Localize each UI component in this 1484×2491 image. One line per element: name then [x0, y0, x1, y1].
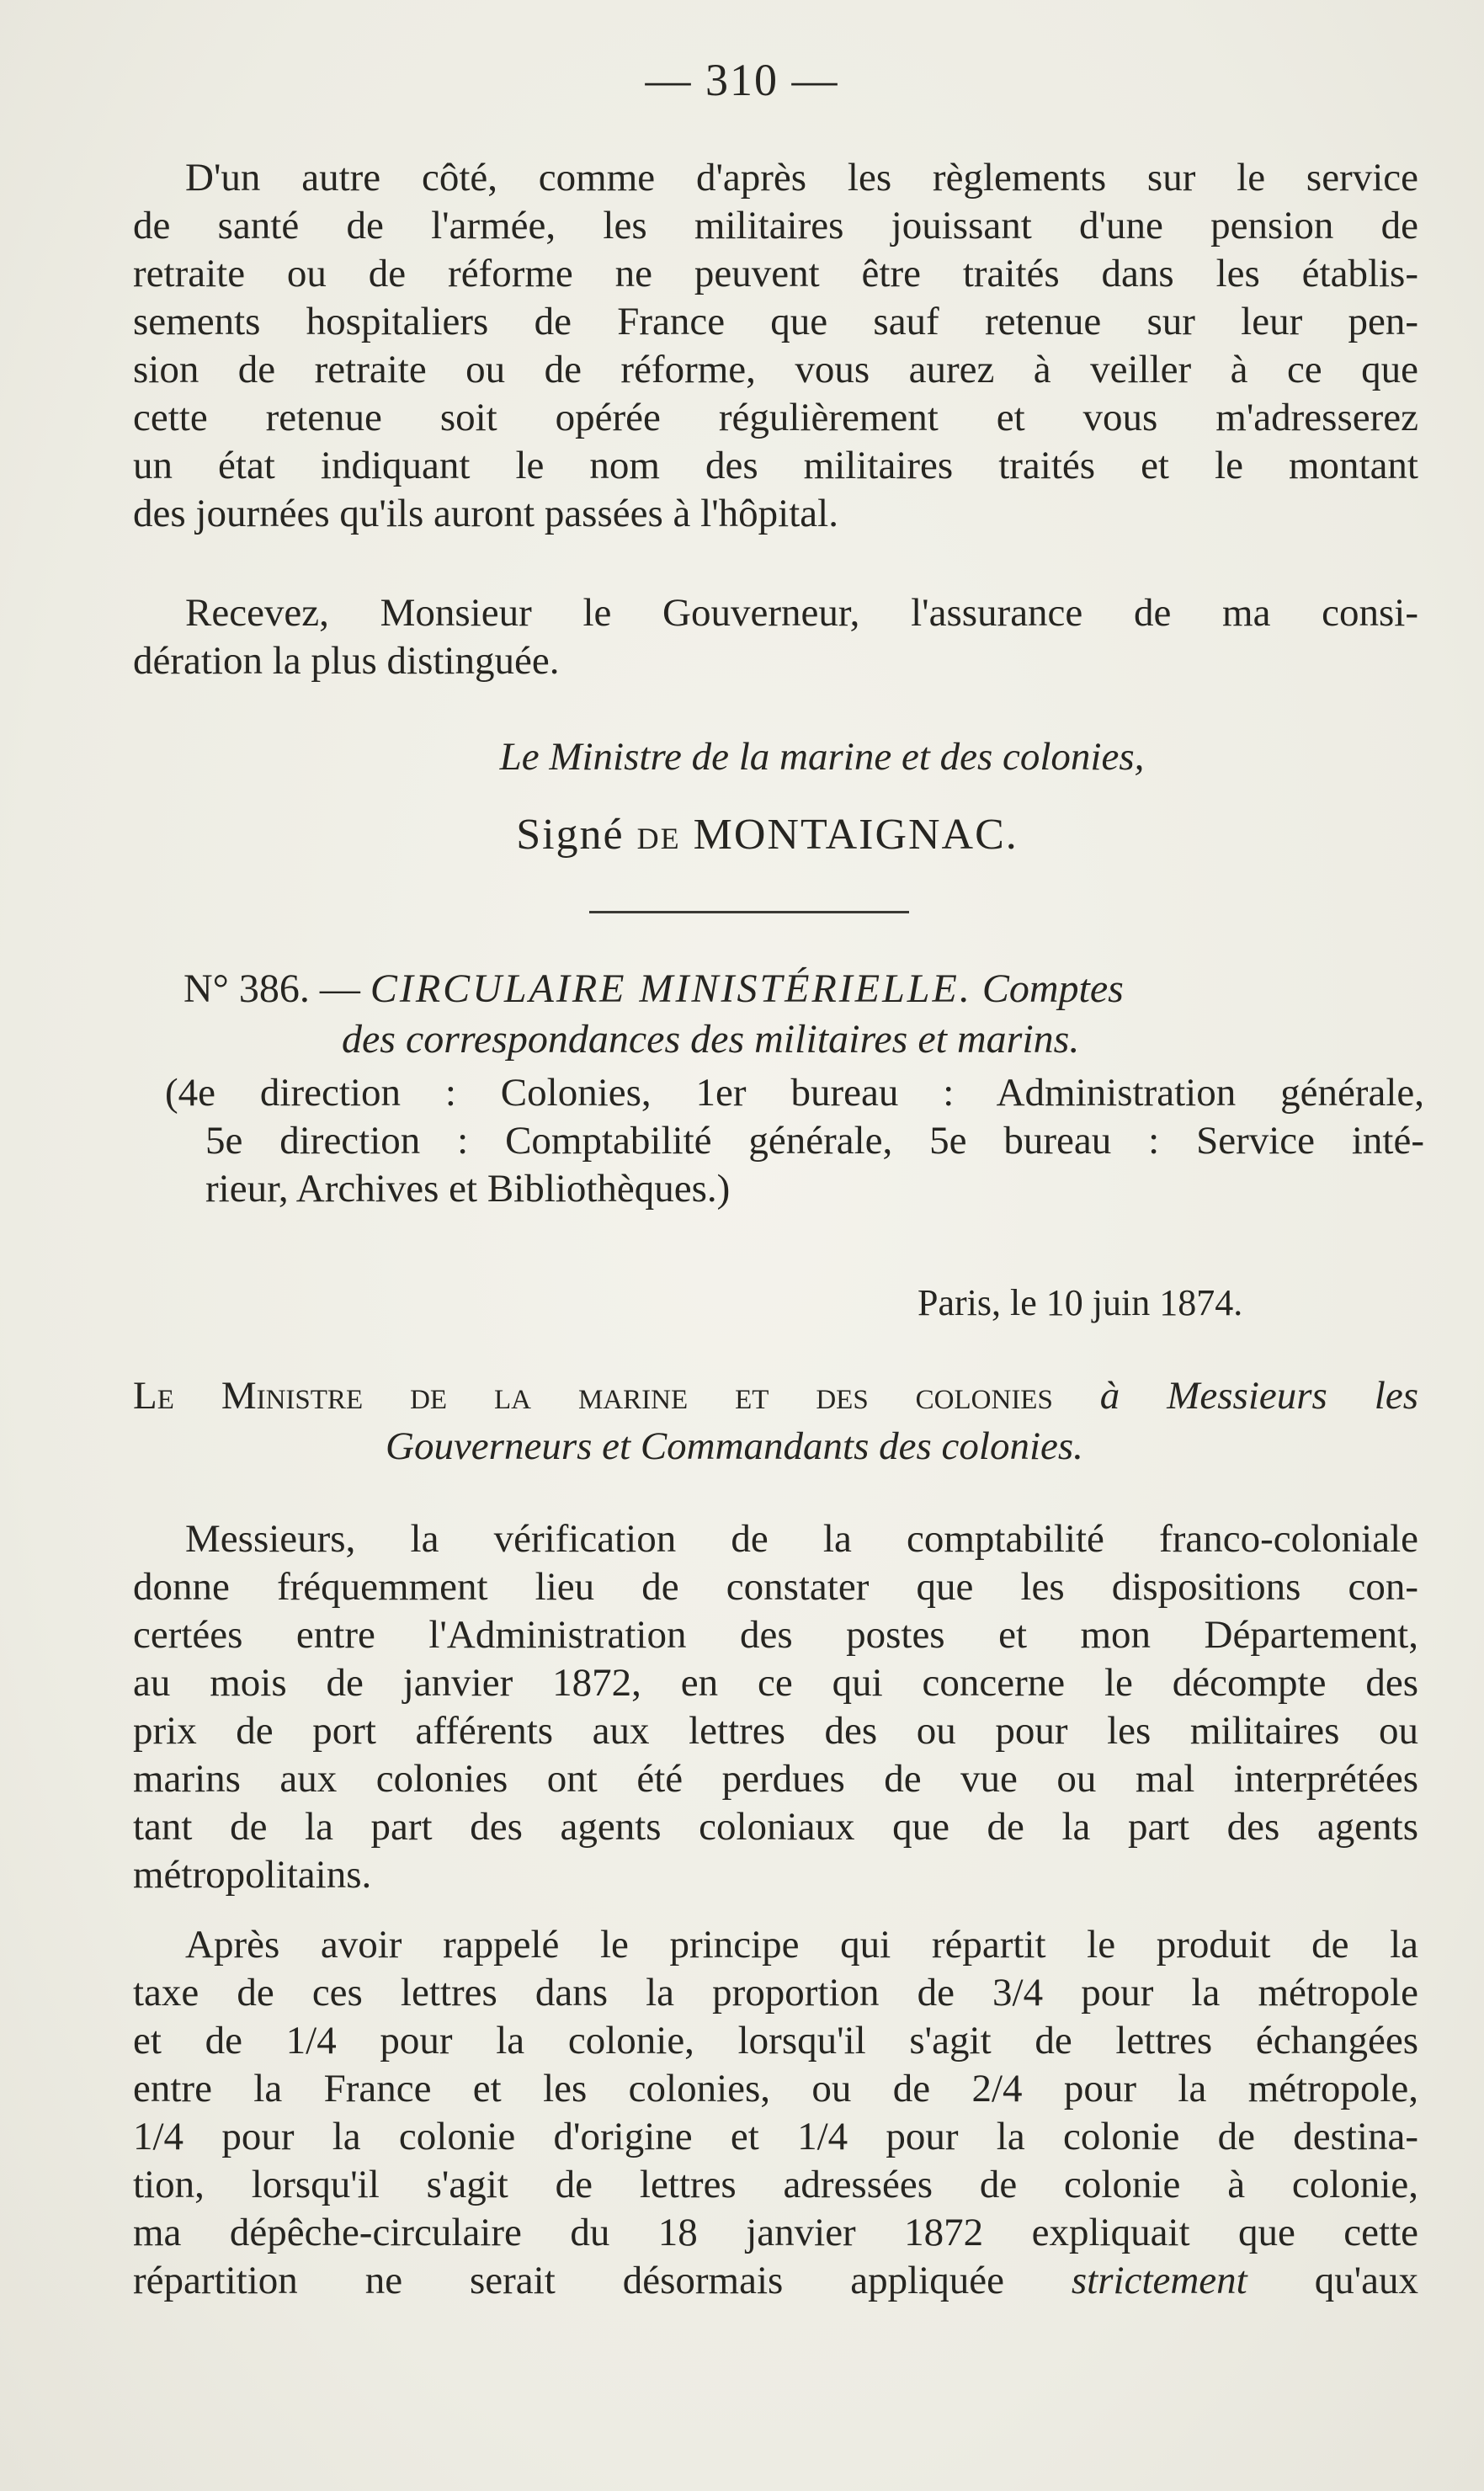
text-line: 1/4 pour la colonie d'origine et 1/4 pour la colonie de destina-	[133, 2115, 1418, 2158]
text-line: taxe de ces lettres dans la proportion de 3/4 pour la métropole	[133, 1971, 1418, 2015]
text-line: cette retenue soit opérée régulièrement et vous m'adresserez	[133, 396, 1418, 439]
text-fragment: qu'aux	[1314, 2259, 1419, 2302]
text-line: et de 1/4 pour la colonie, lorsqu'il s'agit de lettres échangées	[133, 2019, 1418, 2063]
text-line: marins aux colonies ont été perdues de vue ou mal interprétées	[133, 1757, 1418, 1801]
text-line: tant de la part des agents coloniaux que de la part des agents	[133, 1805, 1418, 1849]
paragraph-verification	[133, 1515, 1418, 1899]
address-block	[133, 1371, 1418, 1472]
signature-name	[0, 810, 1484, 860]
text-line: un état indiquant le nom des militaires traités et le montant	[133, 444, 1418, 487]
text-fragment: répartition ne serait désormais appliquée	[133, 2259, 1004, 2302]
signed-particle: de	[636, 811, 681, 859]
address-to: à Messieurs les	[1099, 1374, 1419, 1418]
section-divider	[589, 911, 909, 913]
text-line: sion de retraite ou de réforme, vous aurez à veiller à ce que	[133, 348, 1418, 391]
text-line: Après avoir rappelé le principe qui répartit le produit de la	[185, 1923, 1418, 1967]
page-number: — 310 —	[645, 55, 839, 105]
direction-note	[165, 1069, 1424, 1213]
text-line: prix de port afférents aux lettres des ou pour les militaires ou	[133, 1709, 1418, 1753]
circular-type: CIRCULAIRE MINISTÉRIELLE.	[370, 966, 972, 1011]
text-line: de santé de l'armée, les militaires jouissant d'une pension de	[133, 204, 1418, 248]
text-line: retraite ou de réforme ne peuvent être traités dans les établis-	[133, 252, 1418, 295]
text-line: sements hospitaliers de France que sauf retenue sur leur pen-	[133, 300, 1418, 343]
paragraph-repartition	[133, 1921, 1418, 2305]
text-line: ma dépêche-circulaire du 18 janvier 1872 expliquait que cette	[133, 2211, 1418, 2254]
text-line	[133, 2257, 1418, 2305]
text-line: Recevez, Monsieur le Gouverneur, l'assurance de ma consi-	[185, 591, 1418, 635]
direction-line: rieur, Archives et Bibliothèques.)	[205, 1167, 731, 1211]
direction-line: (4e direction : Colonies, 1er bureau : Administration générale,	[165, 1071, 1424, 1115]
text-line: métropolitains.	[133, 1853, 372, 1897]
text-line: au mois de janvier 1872, en ce qui concerne le décompte des	[133, 1661, 1418, 1705]
paragraph-retenue-pension	[133, 154, 1418, 538]
text-line: donne fréquemment lieu de constater que les dispositions con-	[133, 1565, 1418, 1609]
dateline: Paris, le 10 juin 1874.	[918, 1282, 1243, 1323]
circular-heading	[184, 964, 1362, 1065]
circular-subject: des correspondances des militaires et marins.	[342, 1017, 1080, 1062]
text-line: tion, lorsqu'il s'agit de lettres adressées de colonie à colonie,	[133, 2163, 1418, 2206]
paragraph-closing	[133, 589, 1418, 685]
text-line: D'un autre côté, comme d'après les règlements sur le service	[185, 156, 1418, 200]
signature-title: Le Ministre de la marine et des colonies,	[499, 735, 1145, 779]
address-line	[133, 1371, 1418, 1421]
text-line: dération la plus distinguée.	[133, 639, 560, 683]
direction-line: 5e direction : Comptabilité générale, 5e bureau : Service inté-	[205, 1119, 1424, 1163]
circular-number: N° 386. —	[184, 966, 360, 1011]
address-recipients: Gouverneurs et Commandants des colonies.	[386, 1424, 1083, 1468]
signed-prefix: Signé	[516, 811, 625, 859]
emphasis-word: strictement	[1071, 2259, 1247, 2302]
circular-heading-line	[184, 964, 1362, 1014]
address-sender: Le Ministre de la marine et des colonies	[133, 1374, 1053, 1418]
text-line: Messieurs, la vérification de la comptabilité franco-coloniale	[185, 1517, 1418, 1561]
text-line: des journées qu'ils auront passées à l'hôpital.	[133, 492, 838, 535]
text-line: entre la France et les colonies, ou de 2/4 pour la métropole,	[133, 2067, 1418, 2110]
signed-surname: MONTAIGNAC.	[693, 811, 1019, 859]
circular-subject-start: Comptes	[981, 966, 1124, 1011]
text-line: certées entre l'Administration des postes et mon Département,	[133, 1613, 1418, 1657]
